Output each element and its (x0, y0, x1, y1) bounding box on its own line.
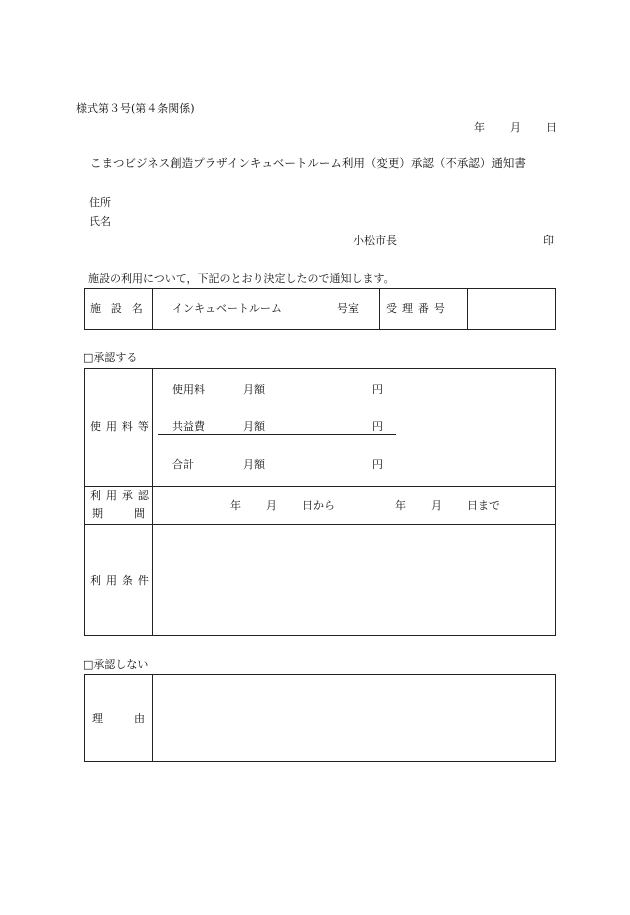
period-from-year: 年 (230, 499, 241, 512)
fee-name-usage: 使用料 (172, 383, 205, 396)
fee-currency-usage: 円 (372, 383, 383, 396)
fee-unit-total: 月額 (243, 458, 265, 471)
facility-value: インキュベートルーム (172, 302, 282, 315)
period-label-line1: 利用承認 (90, 489, 154, 502)
address-label: 住所 (89, 196, 111, 209)
receipt-number-label: 受理番号 (386, 302, 450, 315)
fee-currency-common: 円 (372, 420, 383, 433)
approve-checkbox[interactable]: □承認する (83, 351, 138, 364)
period-from-month: 月 (266, 499, 277, 512)
fee-unit-common: 月額 (243, 420, 265, 433)
fee-name-common: 共益費 (172, 420, 205, 433)
period-from-day: 日から (302, 499, 335, 512)
period-label-line2a: 期 (92, 507, 103, 520)
sum-rule (158, 434, 396, 435)
period-to-month: 月 (431, 499, 442, 512)
intro-text: 施設の利用について，下記のとおり決定したので通知します。 (88, 272, 395, 285)
document-title: こまつビジネス創造プラザインキュベートルーム利用（変更）承認（不承認）通知書 (90, 156, 526, 170)
reason-label-b: 由 (134, 712, 145, 725)
fee-name-total: 合計 (172, 458, 194, 471)
name-label: 氏名 (89, 215, 111, 228)
fee-unit-usage: 月額 (243, 383, 265, 396)
period-label-line2b: 間 (134, 507, 145, 520)
reason-label-a: 理 (92, 712, 103, 725)
period-to-year: 年 (395, 499, 406, 512)
period-to-day: 日まで (467, 499, 500, 512)
conditions-field[interactable] (155, 527, 553, 633)
conditions-label: 利用条件 (90, 574, 154, 587)
fee-currency-total: 円 (372, 458, 383, 471)
fees-label: 使用料等 (90, 420, 154, 433)
date-month-label: 月 (510, 121, 521, 134)
mayor-title: 小松市長 (353, 234, 397, 247)
date-year-label: 年 (474, 121, 485, 134)
date-day-label: 日 (546, 121, 557, 134)
facility-label: 施設名 (90, 302, 153, 315)
form-number: 様式第３号(第４条関係) (76, 102, 195, 115)
receipt-number-field[interactable] (470, 292, 554, 326)
reason-field[interactable] (155, 677, 553, 759)
seal-mark: 印 (543, 234, 554, 247)
deny-checkbox[interactable]: □承認しない (83, 658, 149, 671)
room-suffix: 号室 (337, 302, 359, 315)
